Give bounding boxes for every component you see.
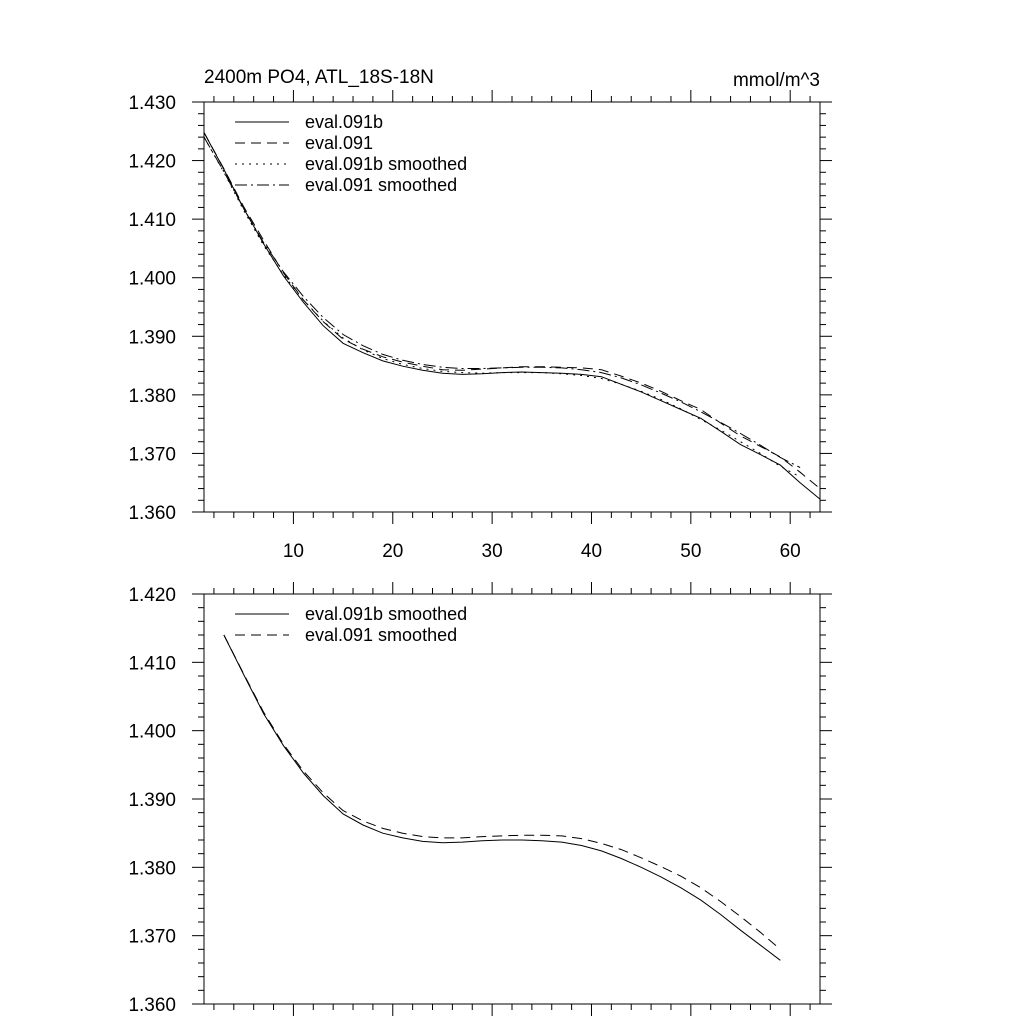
units-label: mmol/m^3 <box>732 70 820 91</box>
legend-label: eval.091b smoothed <box>305 154 468 174</box>
y-tick-label: 1.390 <box>128 327 176 349</box>
y-tick-label: 1.390 <box>128 790 176 811</box>
x-tick-labels <box>283 541 801 562</box>
axis-ticks <box>192 582 832 1016</box>
y-tick-label: 1.380 <box>128 858 176 880</box>
y-tick-label: 1.380 <box>128 385 176 407</box>
legend-label: eval.091 smoothed <box>305 175 458 195</box>
legend-label: eval.091b smoothed <box>305 604 468 624</box>
legend <box>235 604 467 645</box>
y-tick-label: 1.370 <box>128 444 176 466</box>
series-line <box>204 137 800 467</box>
y-tick-label: 1.420 <box>128 151 176 173</box>
series-lines <box>224 635 780 960</box>
y-tick-label: 1.400 <box>128 721 176 743</box>
legend-label: eval.091 smoothed <box>305 625 458 645</box>
series-line <box>204 133 820 500</box>
legend-label: eval.091b <box>305 112 384 132</box>
series-line <box>204 137 800 477</box>
y-tick-labels <box>128 93 176 524</box>
legend-label: eval.091 <box>305 133 374 153</box>
y-tick-labels <box>128 585 176 1016</box>
plot-frame <box>204 102 820 512</box>
legend <box>235 112 467 195</box>
series-lines <box>204 133 820 500</box>
x-tick-label: 10 <box>282 541 304 562</box>
y-tick-label: 1.420 <box>128 585 176 606</box>
y-tick-label: 1.410 <box>128 653 176 675</box>
bottom-panel <box>128 582 832 1016</box>
y-tick-label: 1.400 <box>128 268 176 290</box>
y-tick-label: 1.360 <box>128 503 176 524</box>
x-tick-label: 30 <box>481 541 503 562</box>
top-panel <box>128 67 832 562</box>
plot-frame <box>204 594 820 1004</box>
y-tick-label: 1.370 <box>128 926 176 948</box>
series-line <box>224 635 780 960</box>
x-tick-label: 50 <box>680 541 702 562</box>
axis-ticks <box>192 90 832 524</box>
x-tick-label: 60 <box>779 541 801 562</box>
x-tick-label: 20 <box>382 541 404 562</box>
y-tick-label: 1.410 <box>128 210 176 232</box>
chart-title: 2400m PO4, ATL_18S-18N <box>204 67 434 88</box>
y-tick-label: 1.360 <box>128 995 176 1016</box>
series-line <box>224 635 780 949</box>
series-line <box>204 133 820 489</box>
x-tick-label: 40 <box>580 541 603 562</box>
y-tick-label: 1.430 <box>128 93 176 114</box>
